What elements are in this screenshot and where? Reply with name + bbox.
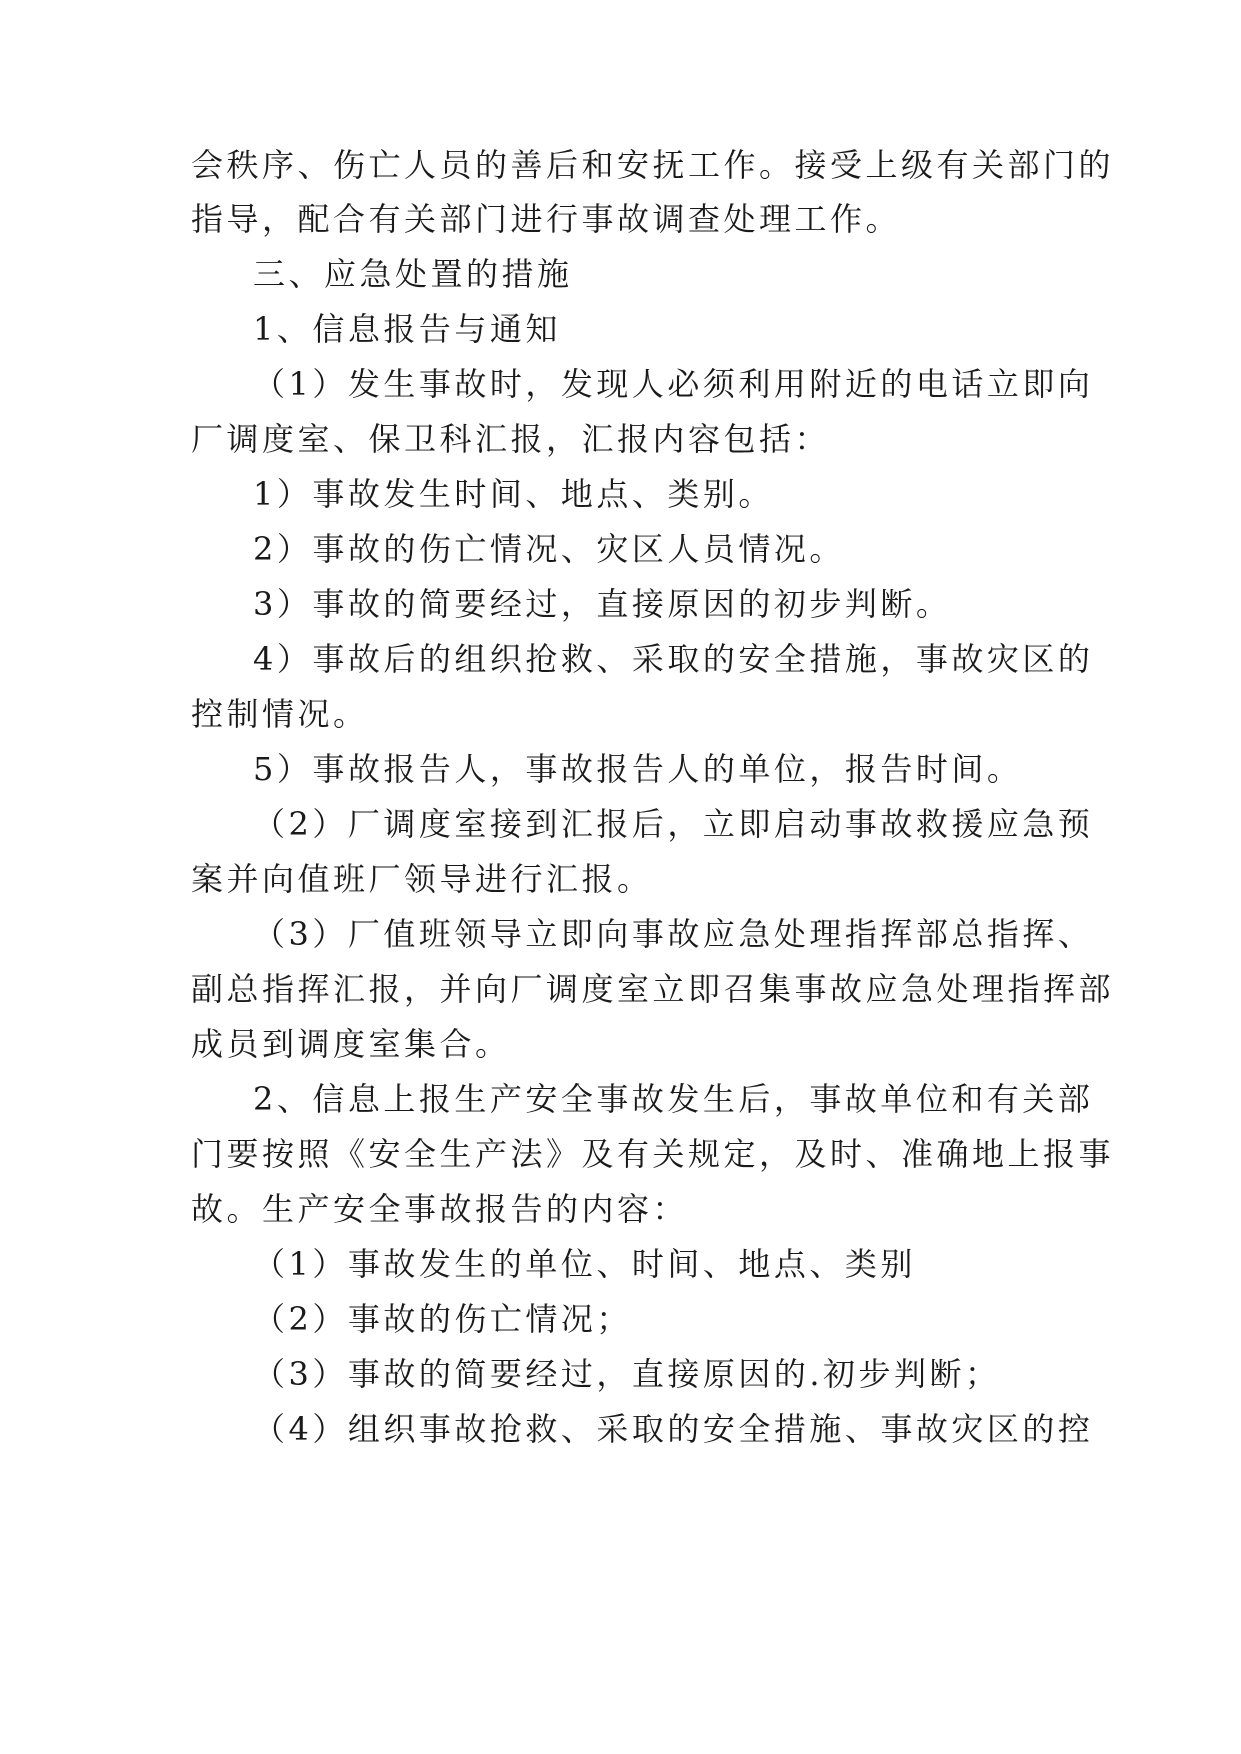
text-line: 故。生产安全事故报告的内容： (191, 1190, 689, 1228)
text-line: （1）发生事故时，发现人必须利用附近的电话立即向 (253, 365, 1094, 403)
text-line: （3）厂值班领导立即向事故应急处理指挥部总指挥、 (253, 915, 1094, 953)
section-heading: 三、应急处置的措施 (253, 255, 573, 293)
text-line: 指导，配合有关部门进行事故调查处理工作。 (191, 200, 902, 238)
list-item: （3）事故的简要经过，直接原因的.初步判断； (253, 1355, 1001, 1393)
subsection-heading: 2、信息上报生产安全事故发生后，事故单位和有关部 (253, 1080, 1094, 1118)
text-line: 案并向值班厂领导进行汇报。 (191, 860, 653, 898)
list-item: （1）事故发生的单位、时间、地点、类别 (253, 1245, 916, 1283)
text-line: 成员到调度室集合。 (191, 1025, 511, 1063)
text-line: 门要按照《安全生产法》及有关规定，及时、准确地上报事 (191, 1135, 1115, 1173)
list-item: （4）组织事故抢救、采取的安全措施、事故灾区的控 (253, 1410, 1094, 1448)
text-line: 副总指挥汇报，并向厂调度室立即召集事故应急处理指挥部 (191, 970, 1115, 1008)
list-item: （2）事故的伤亡情况； (253, 1300, 632, 1338)
list-item: 3）事故的简要经过，直接原因的初步判断。 (253, 585, 952, 623)
list-item: 2）事故的伤亡情况、灾区人员情况。 (253, 530, 845, 568)
list-item: 4）事故后的组织抢救、采取的安全措施，事故灾区的 (253, 640, 1094, 678)
text-line: 会秩序、伤亡人员的善后和安抚工作。接受上级有关部门的 (191, 146, 1115, 184)
subsection-heading: 1、信息报告与通知 (253, 310, 561, 348)
text-line: 厂调度室、保卫科汇报，汇报内容包括： (191, 420, 831, 458)
text-line: （2）厂调度室接到汇报后，立即启动事故救援应急预 (253, 805, 1094, 843)
list-item: 5）事故报告人，事故报告人的单位，报告时间。 (253, 750, 1023, 788)
text-line: 控制情况。 (191, 695, 369, 733)
list-item: 1）事故发生时间、地点、类别。 (253, 475, 774, 513)
